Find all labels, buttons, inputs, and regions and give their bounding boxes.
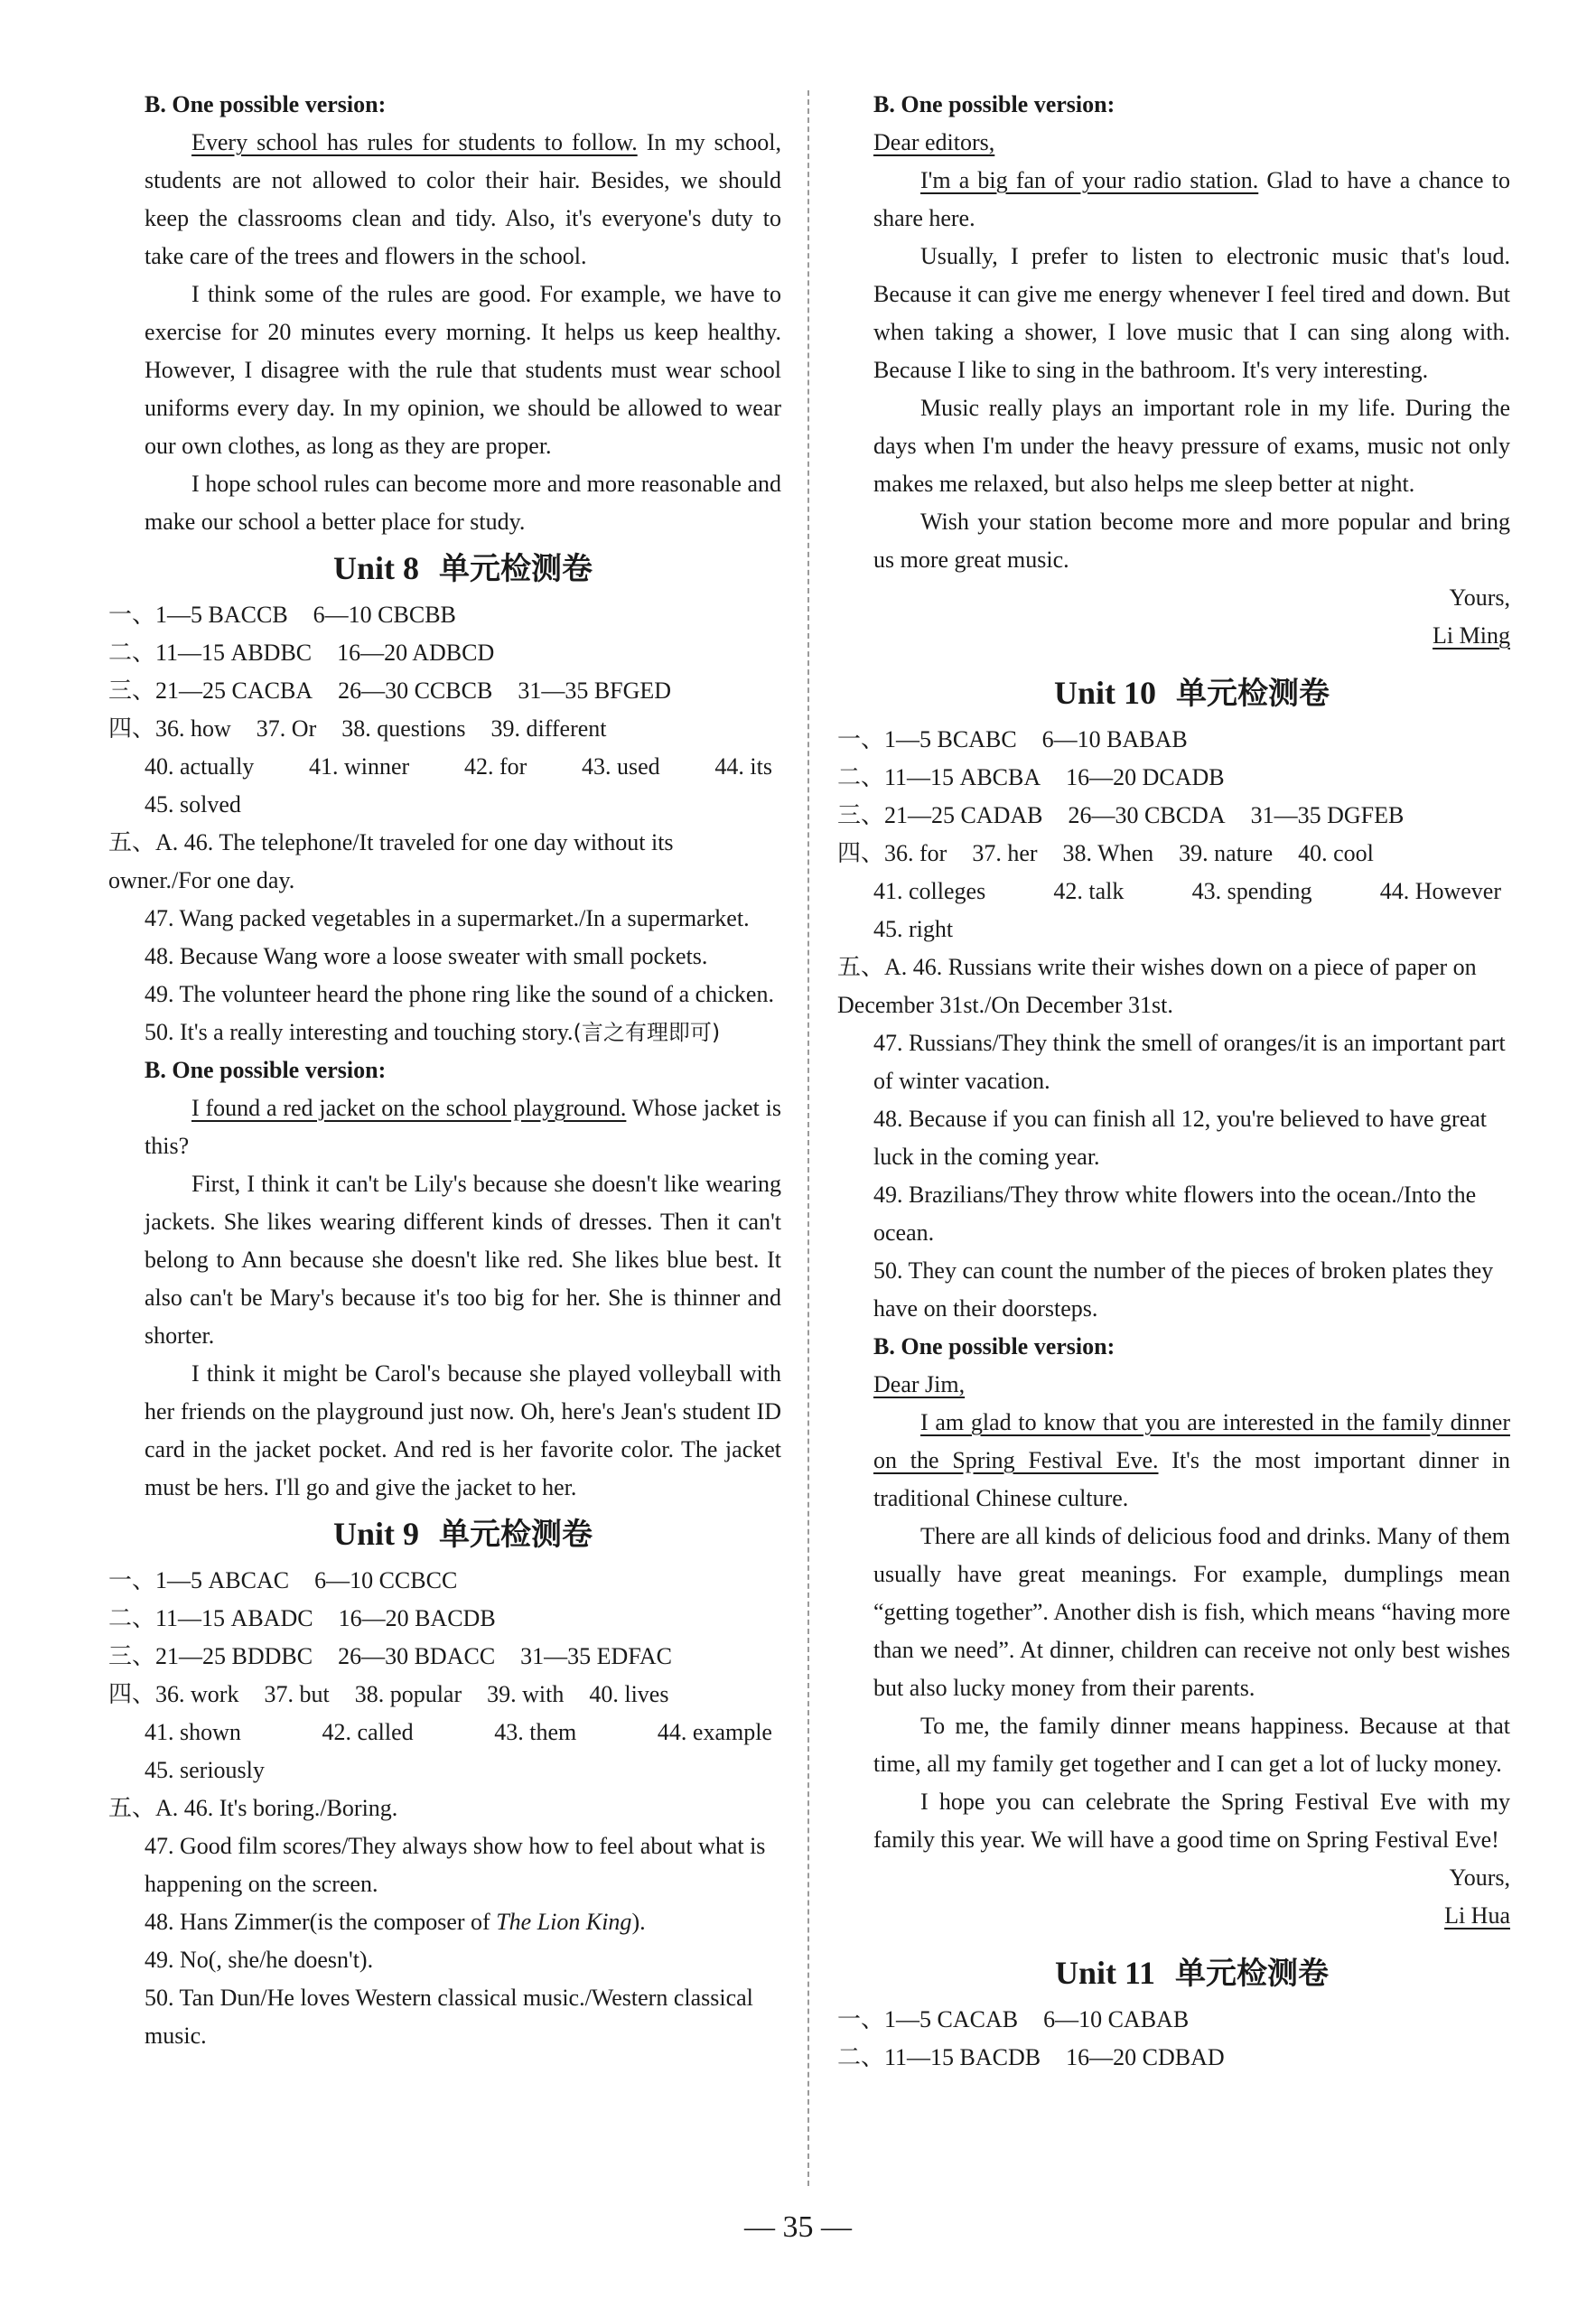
essay-paragraph: I think it might be Carol's because she played volleyball with her friends on the playground just now. Oh, here's Jean's student ID card in the jacket pocket. And red is her favorite color. The jacket must be hers. I'll go and give the jacket to her.: [145, 1360, 781, 1500]
section-b-heading: B. One possible version:: [873, 91, 1115, 117]
answer-item: 49. Brazilians/They throw white flowers into the ocean./Into the ocean.: [873, 1182, 1477, 1246]
topic-sentence: I'm a big fan of your radio station.: [920, 167, 1259, 193]
answer-item: 五、A. 46. It's boring./Boring.: [108, 1795, 398, 1822]
answer-item: 48. Because Wang wore a loose sweater with small pockets.: [145, 943, 708, 969]
letter-closing: Yours,: [1449, 1864, 1510, 1891]
letter-signature: Li Hua: [1444, 1902, 1510, 1929]
answer-row: 二、11—15 ABCBA 16—20 DCADB: [837, 764, 1225, 791]
answer-row: 四、36. for 37. her 38. When 39. nature 40. cool: [837, 840, 1374, 867]
essay-paragraph: Music really plays an important role in my life. During the days when I'm under the heavy pressure of exams, music not only makes me relaxed, but also helps me sleep better at night.: [873, 395, 1510, 497]
answer-row: 二、11—15 ABADC 16—20 BACDB: [108, 1605, 496, 1632]
unit-9-title: Unit 9 单元检测卷: [332, 1516, 593, 1553]
essay-paragraph: First, I think it can't be Lily's because she doesn't like wearing jackets. She likes wearing different kinds of dresses. Then it can't belong to Ann because she doesn't like red. She likes blue best. It also can't be Mary's because it's too big for her. She is thinner and shorter.: [145, 1171, 781, 1349]
answer-row: 40. actually 41. winner 42. for 43. used 44. its: [145, 753, 772, 780]
letter-salutation: Dear editors,: [873, 129, 995, 155]
answer-item: 五、A. 46. The telephone/It traveled for one day without its owner./For one day.: [108, 829, 674, 893]
answer-row: 45. solved: [145, 791, 241, 817]
answer-item: 47. Wang packed vegetables in a supermarket./In a supermarket.: [145, 905, 750, 931]
answer-row: 三、21—25 BDDBC 26—30 BDACC 31—35 EDFAC: [108, 1643, 672, 1670]
unit-8-title: Unit 8 单元检测卷: [332, 550, 593, 587]
letter-salutation: Dear Jim,: [873, 1371, 966, 1397]
answer-row: 45. right: [873, 916, 954, 942]
unit-11-title: Unit 11 单元检测卷: [1054, 1955, 1330, 1992]
answer-item: 五、A. 46. Russians write their wishes down on a piece of paper on December 31st./On December 31st.: [837, 954, 1477, 1018]
essay-paragraph: To me, the family dinner means happiness. Because at that time, all my family get together and I can get a lot of lucky money.: [873, 1713, 1510, 1777]
answer-item: 48. Hans Zimmer(is the composer of The Lion King).: [145, 1909, 646, 1935]
essay-paragraph: I hope school rules can become more and more reasonable and make our school a better place for study.: [145, 471, 781, 535]
section-b-heading: B. One possible version:: [145, 91, 387, 117]
answer-item: 48. Because if you can finish all 12, you're believed to have great luck in the coming year.: [873, 1106, 1488, 1170]
essay-paragraph: There are all kinds of delicious food and drinks. Many of them usually have great meanings. For example, dumplings mean “getting together”. Another dish is fish, which means “having more than we need”. At dinner, children can receive not only best wishes but also lucky money from their parents.: [873, 1523, 1510, 1701]
answer-row: 四、36. work 37. but 38. popular 39. with 40. lives: [108, 1681, 669, 1708]
right-column: [837, 86, 1510, 2077]
answer-item: 50. It's a really interesting and touching story.(言之有理即可): [145, 1019, 721, 1045]
letter-signature: Li Ming: [1433, 622, 1510, 649]
answer-item: 50. Tan Dun/He loves Western classical music./Western classical music.: [145, 1985, 753, 2049]
letter-closing: Yours,: [1449, 584, 1510, 611]
answer-item: 47. Good film scores/They always show how to feel about what is happening on the screen.: [145, 1833, 766, 1897]
answer-row: 三、21—25 CADAB 26—30 CBCDA 31—35 DGFEB: [837, 802, 1405, 829]
topic-sentence: I am glad to know that you are interested in the family dinner on the Spring Festival Eve.: [873, 1409, 1510, 1473]
answer-row: 一、1—5 BCABC 6—10 BABAB: [837, 726, 1188, 753]
answer-row: 一、1—5 ABCAC 6—10 CCBCC: [108, 1567, 458, 1594]
section-b-heading: B. One possible version:: [145, 1057, 387, 1083]
answer-item: 47. Russians/They think the smell of oranges/it is an important part of winter vacation.: [873, 1030, 1506, 1094]
essay-paragraph: Every school has rules for students to follow. In my school, students are not allowed to color their hair. Besides, we should keep the classrooms clean and tidy. Also, it's everyone's duty to take care of the trees and flowers in the school.: [145, 129, 781, 269]
section-b-heading: B. One possible version:: [873, 1333, 1115, 1359]
topic-sentence: Every school has rules for students to follow.: [191, 129, 638, 155]
answer-row: 一、1—5 CACAB 6—10 CABAB: [837, 2006, 1190, 2033]
answer-item: 49. No(, she/he doesn't).: [145, 1947, 374, 1973]
answer-item: 49. The volunteer heard the phone ring like the sound of a chicken.: [145, 981, 774, 1007]
essay-paragraph: I found a red jacket on the school playground. Whose jacket is this?: [145, 1095, 781, 1159]
answer-row: 二、11—15 BACDB 16—20 CDBAD: [837, 2044, 1225, 2071]
answer-row: 45. seriously: [145, 1757, 265, 1783]
answer-row: 二、11—15 ABDBC 16—20 ADBCD: [108, 640, 495, 667]
unit-10-title: Unit 10 单元检测卷: [1053, 675, 1330, 712]
essay-paragraph: I am glad to know that you are interested in the family dinner on the Spring Festival Eve. It's the most important dinner in traditional Chinese culture.: [873, 1409, 1510, 1511]
answer-row: 一、1—5 BACCB 6—10 CBCBB: [108, 602, 456, 629]
column-divider: [807, 90, 809, 2186]
topic-sentence: I found a red jacket on the school playground.: [191, 1095, 627, 1121]
page-number: — 35 —: [744, 2210, 852, 2244]
essay-paragraph: I'm a big fan of your radio station. Glad to have a chance to share here.: [873, 167, 1510, 231]
answer-row: 四、36. how 37. Or 38. questions 39. different: [108, 715, 607, 743]
answer-row: 三、21—25 CACBA 26—30 CCBCB 31—35 BFGED: [108, 677, 672, 705]
essay-paragraph: Wish your station become more and more popular and bring us more great music.: [873, 509, 1510, 573]
essay-paragraph: Usually, I prefer to listen to electronic music that's loud. Because it can give me energy whenever I feel tired and down. But when taking a shower, I love music that I can sing along with. Because I like to sing in the bathroom. It's very interesting.: [873, 243, 1510, 383]
answer-row: 41. shown 42. called 43. them 44. example: [145, 1719, 772, 1745]
essay-paragraph: I hope you can celebrate the Spring Festival Eve with my family this year. We will have a good time on Spring Festival Eve!: [873, 1789, 1510, 1853]
left-column: [108, 86, 781, 2055]
answer-row: 41. colleges 42. talk 43. spending 44. However: [873, 878, 1501, 904]
answer-item: 50. They can count the number of the pieces of broken plates they have on their doorsteps.: [873, 1257, 1494, 1322]
essay-paragraph: I think some of the rules are good. For example, we have to exercise for 20 minutes every morning. It helps us keep healthy. However, I disagree with the rule that students must wear school uniforms every day. In my opinion, we should be allowed to wear our own clothes, as long as they are proper.: [145, 281, 781, 459]
